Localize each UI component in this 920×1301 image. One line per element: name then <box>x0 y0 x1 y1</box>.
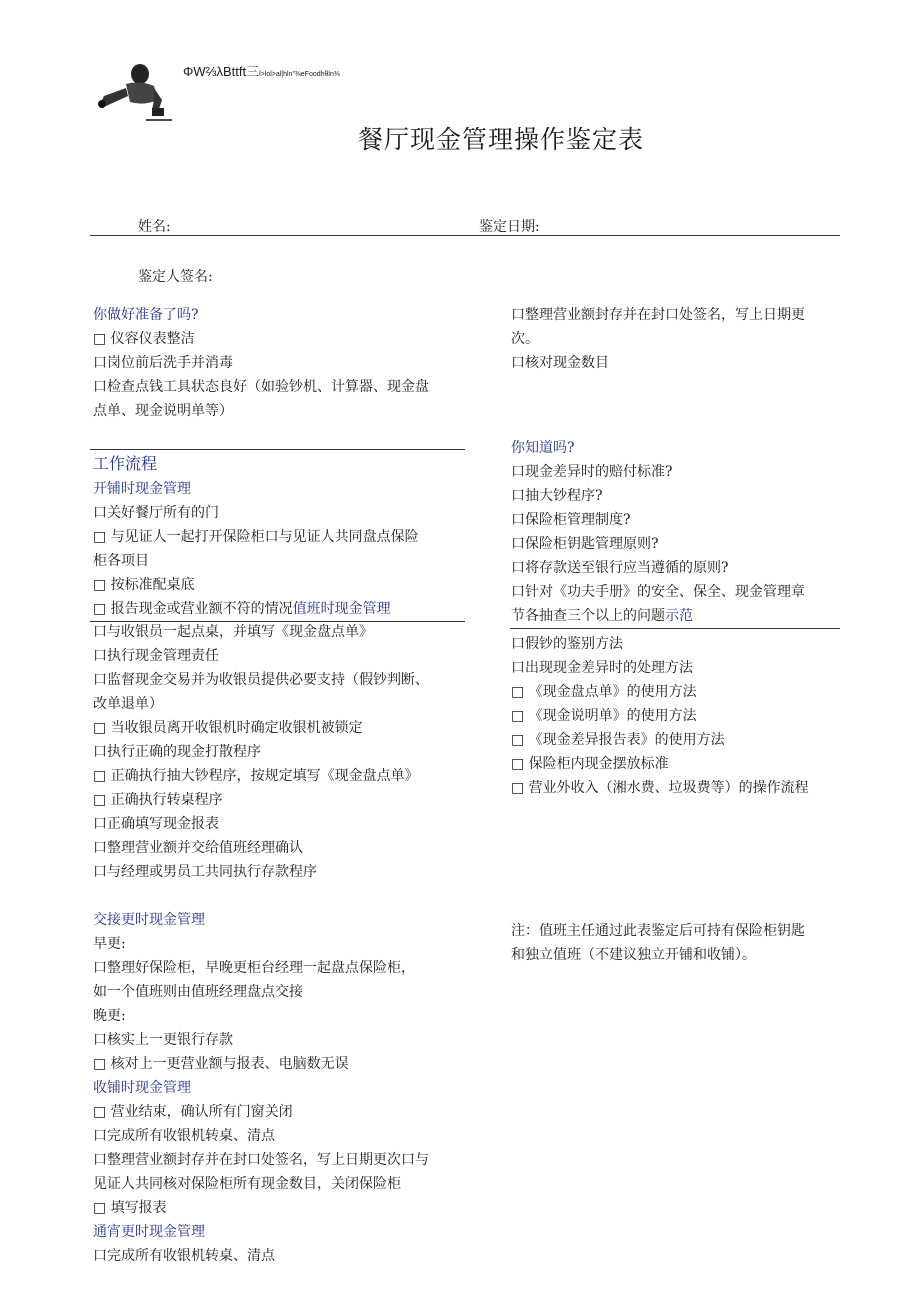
checklist-item: 口监督现金交易并为收银员提供必要支持（假钞判断、 <box>93 672 429 688</box>
continued-section <box>511 303 851 375</box>
checklist-item-text: □ 报告现金或营业额不符的情况 <box>93 601 293 617</box>
checklist-item: □ 正确执行抽大钞程序，按规定填写《现金盘点单》 <box>93 768 419 784</box>
checklist-item: 口岗位前后洗手并消毒 <box>93 355 233 371</box>
checklist-item: 如一个值班则由值班经理盘点交接 <box>93 984 303 1000</box>
left-divider <box>90 449 465 450</box>
checklist-item: □ 填写报表 <box>93 1200 167 1216</box>
checklist-item: □ 《现金说明单》的使用方法 <box>511 708 697 724</box>
checklist-item: 口将存款送至银行应当遵循的原则? <box>511 560 729 576</box>
checklist-item: 口关好餐厅所有的门 <box>93 505 219 521</box>
checklist-item: □ 《现金盘点单》的使用方法 <box>511 684 697 700</box>
workflow-section <box>93 451 493 1268</box>
closing-heading: 收铺时现金管理 <box>93 1080 191 1096</box>
note-line: 和独立值班（不建议独立开铺和收铺）。 <box>511 947 756 963</box>
checklist-item: 早更: <box>93 936 126 952</box>
demo-heading: 示范 <box>665 608 693 624</box>
checklist-item: 口核对现金数目 <box>511 355 609 371</box>
page-title: 餐厅现金管理操作鉴定表 <box>358 125 645 154</box>
checklist-item: □ 按标准配桌底 <box>93 577 195 593</box>
ready-section <box>93 303 493 423</box>
checklist-item: 口抽大钞程序? <box>511 488 603 504</box>
checklist-item: 口检查点钱工具状态良好（如验钞机、计算器、现金盘 <box>93 379 429 395</box>
checklist-item: □ 与见证人一起打开保险柜口与见证人共同盘点保险 <box>93 529 419 545</box>
checklist-item: 口正确填写现金报表 <box>93 816 219 832</box>
checklist-item: 见证人共同核对保险柜所有现金数目，关闭保险柜 <box>93 1176 401 1192</box>
opening-heading: 开铺时现金管理 <box>93 481 191 497</box>
checklist-item: 口完成所有收银机转桌、清点 <box>93 1248 275 1264</box>
checklist-item: 口执行现金管理责任 <box>93 648 219 664</box>
checklist-item: 口核实上一更银行存款 <box>93 1032 233 1048</box>
checklist-item: 次。 <box>511 331 539 347</box>
checklist-item: 口假钞的鉴别方法 <box>511 636 623 652</box>
handover-heading: 交接更时现金管理 <box>93 912 205 928</box>
brand-text <box>183 61 340 80</box>
checklist-item <box>511 604 851 628</box>
checklist-item: □ 仪容仪表整洁 <box>93 331 195 347</box>
checklist-item-text: 节各抽查三个以上的问题 <box>511 608 665 624</box>
checklist-item: 口整理营业额封存并在封口处签名，写上日期更 <box>511 307 805 323</box>
duty-divider <box>90 621 465 622</box>
checklist-item: 柜各项目 <box>93 553 149 569</box>
checklist-item: 口保险柜管理制度? <box>511 512 631 528</box>
brand-main: ΦW⅔λBttft三 <box>183 64 260 79</box>
overnight-heading: 通宵更时现金管理 <box>93 1224 205 1240</box>
checklist-item: 口整理营业额封存并在封口处签名，写上日期更次口与 <box>93 1152 429 1168</box>
checklist-item: 口针对《功夫手册》的安全、保全、现金管理章 <box>511 584 805 600</box>
checklist-item <box>93 597 493 621</box>
checklist-item: 晚更: <box>93 1008 126 1024</box>
checklist-item: 口整理营业额并交给值班经理确认 <box>93 840 303 856</box>
logo-figure <box>96 60 172 122</box>
date-label: 鉴定日期: <box>479 219 540 235</box>
checklist-item: 点单、现金说明单等） <box>93 403 233 419</box>
checklist-item: 口整理好保险柜，早晚更柜台经理一起盘点保险柜， <box>93 960 415 976</box>
workflow-heading: 工作流程 <box>93 454 158 473</box>
duty-heading: 值班时现金管理 <box>292 601 391 617</box>
checklist-item: 口保险柜钥匙管理原则? <box>511 536 659 552</box>
checklist-item: □ 《现金差异报告表》的使用方法 <box>511 732 725 748</box>
know-heading: 你知道吗? <box>511 440 575 456</box>
checklist-item: □ 正确执行转桌程序 <box>93 792 223 808</box>
checklist-item: □ 核对上一更营业额与报表、电脑数无误 <box>93 1056 349 1072</box>
form-underline <box>90 235 840 236</box>
checklist-item: 口现金差异时的赔付标准? <box>511 464 673 480</box>
checklist-item: 口执行正确的现金打散程序 <box>93 744 261 760</box>
know-section <box>511 436 851 800</box>
checklist-item: □ 当收银员离开收银机时确定收银机被锁定 <box>93 720 363 736</box>
checklist-item: □ 营业结束，确认所有门窗关闭 <box>93 1104 293 1120</box>
note-line: 注：值班主任通过此表鉴定后可持有保险柜钥匙 <box>511 923 805 939</box>
checklist-item: 口完成所有收银机转桌、清点 <box>93 1128 275 1144</box>
checklist-item: □ 营业外收入（湘水费、垃圾费等）的操作流程 <box>511 780 809 796</box>
signer-label: 鉴定人签名: <box>138 269 213 285</box>
checklist-item: 口与收银员一起点桌，并填写《现金盘点单》 <box>93 624 373 640</box>
checklist-item: 改单退单） <box>93 696 163 712</box>
brand-sub: l>lol>al|hln"⅜eFoodhθln⅜ <box>259 71 340 78</box>
name-label: 姓名: <box>138 219 171 235</box>
checklist-item: 口出现现金差异时的处理方法 <box>511 660 693 676</box>
note-section <box>511 919 851 967</box>
checklist-item: 口与经理或男员工共同执行存款程序 <box>93 864 317 880</box>
ready-heading: 你做好准备了吗? <box>93 307 199 323</box>
checklist-item: □ 保险柜内现金摆放标准 <box>511 756 669 772</box>
